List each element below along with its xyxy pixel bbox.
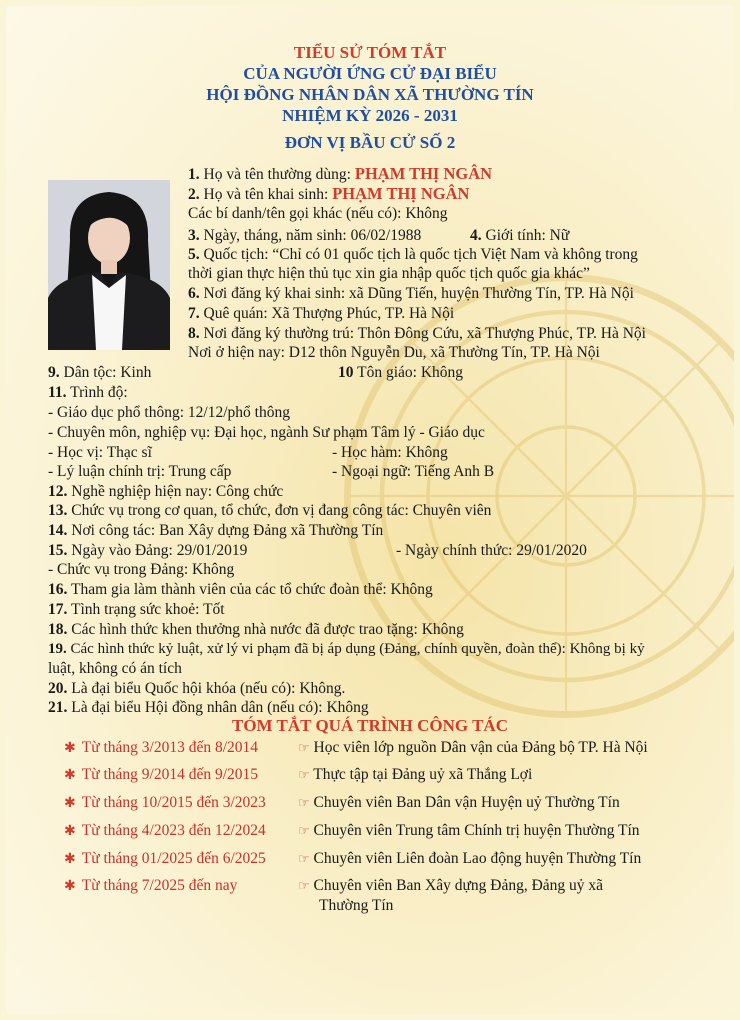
- career-description-cont: Thường Tín: [319, 897, 394, 914]
- career-description: ☞ Chuyên viên Liên đoàn Lao động huyện Thường Tín: [298, 850, 642, 867]
- career-section-title: TÓM TẮT QUÁ TRÌNH CÔNG TÁC: [232, 716, 508, 735]
- career-period: ✱ Từ tháng 7/2025 đến nay: [64, 877, 238, 894]
- pointing-hand-icon: ☞: [298, 740, 310, 755]
- pointing-hand-icon: ☞: [298, 823, 310, 838]
- field-birth-name: 2. Họ và tên khai sinh: PHẠM THỊ NGÂN: [188, 184, 470, 203]
- field-current-residence: Nơi ở hiện nay: D12 thôn Nguyễn Du, xã Thường Tín, TP. Hà Nội: [188, 344, 600, 361]
- field-aliases: Các bí danh/tên gọi khác (nếu có): Không: [188, 205, 448, 222]
- career-description: ☞ Chuyên viên Ban Xây dựng Đảng, Đảng uỷ xã: [298, 877, 604, 894]
- field-political-theory: - Lý luận chính trị: Trung cấp: [48, 463, 232, 480]
- field-degree: - Học vị: Thạc sĩ: [48, 444, 152, 461]
- field-academic-title: - Học hàm: Không: [332, 444, 448, 461]
- header-unit: ĐƠN VỊ BẦU CỬ SỐ 2: [284, 133, 456, 152]
- field-party-official-date: - Ngày chính thức: 29/01/2020: [396, 542, 587, 559]
- field-discipline: 19. Các hình thức kỷ luật, xử lý vi phạm đã bị áp dụng (Đảng, chính quyền, đoàn thể): Không bị kỷ: [48, 641, 645, 657]
- asterisk-icon: ✱: [64, 879, 76, 894]
- field-permanent-residence: 8. Nơi đăng ký thường trú: Thôn Đông Cứu, xã Thượng Phúc, TP. Hà Nội: [188, 325, 646, 342]
- asterisk-icon: ✱: [64, 741, 76, 756]
- pointing-hand-icon: ☞: [298, 795, 310, 810]
- header-subtitle-2: HỘI ĐỒNG NHÂN DÂN XÃ THƯỜNG TÍN: [206, 85, 534, 104]
- career-period: ✱ Từ tháng 9/2014 đến 9/2015: [64, 766, 259, 783]
- field-party-join-date: 15. Ngày vào Đảng: 29/01/2019: [48, 542, 248, 559]
- career-description: ☞ Học viên lớp nguồn Dân vận của Đảng bộ TP. Hà Nội: [298, 739, 648, 756]
- header-term: NHIỆM KỲ 2026 - 2031: [282, 106, 458, 125]
- header-subtitle-1: CỦA NGƯỜI ỨNG CỬ ĐẠI BIỂU: [243, 64, 497, 83]
- career-description: ☞ Chuyên viên Ban Dân vận Huyện uỷ Thường Tín: [298, 794, 620, 811]
- field-gender: 4. Giới tính: Nữ: [470, 227, 570, 244]
- field-religion: 10 Tôn giáo: Không: [338, 364, 464, 381]
- career-description: ☞ Chuyên viên Trung tâm Chính trị huyện Thường Tín: [298, 822, 640, 839]
- pointing-hand-icon: ☞: [298, 767, 310, 782]
- career-period: ✱ Từ tháng 10/2015 đến 3/2023: [64, 794, 266, 811]
- career-description: ☞ Thực tập tại Đảng uỷ xã Thắng Lợi: [298, 766, 533, 783]
- header-title: TIỂU SỬ TÓM TẮT: [293, 43, 447, 62]
- field-specialization: - Chuyên môn, nghiệp vụ: Đại học, ngành Sư phạm Tâm lý - Giáo dục: [48, 424, 485, 441]
- field-occupation: 12. Nghề nghiệp hiện nay: Công chức: [48, 483, 284, 500]
- document-header: [0, 42, 740, 153]
- field-health: 17. Tình trạng sức khoẻ: Tốt: [48, 601, 225, 618]
- birth-name-value: PHẠM THỊ NGÂN: [332, 184, 470, 203]
- field-national-assembly: 20. Là đại biểu Quốc hội khóa (nếu có): Không.: [48, 680, 346, 697]
- field-birth-registration: 6. Nơi đăng ký khai sinh: xã Dũng Tiến, huyện Thường Tín, TP. Hà Nội: [188, 285, 634, 302]
- asterisk-icon: ✱: [64, 852, 76, 867]
- field-qualification: 11. Trình độ:: [48, 384, 128, 401]
- pointing-hand-icon: ☞: [298, 851, 310, 866]
- field-general-education: - Giáo dục phổ thông: 12/12/phổ thông: [48, 404, 290, 421]
- common-name-value: PHẠM THỊ NGÂN: [354, 164, 493, 183]
- field-party-position: - Chức vụ trong Đảng: Không: [48, 561, 235, 578]
- field-nationality-cont: thời gian thực hiện thủ tục xin gia nhập quốc tịch quốc gia khác”: [188, 265, 590, 282]
- asterisk-icon: ✱: [64, 796, 76, 811]
- field-workplace: 14. Nơi công tác: Ban Xây dựng Đảng xã Thường Tín: [48, 522, 384, 539]
- asterisk-icon: ✱: [64, 824, 76, 839]
- field-organizations: 16. Tham gia làm thành viên của các tổ chức đoàn thể: Không: [48, 581, 433, 598]
- field-foreign-language: - Ngoại ngữ: Tiếng Anh B: [332, 463, 495, 480]
- pointing-hand-icon: ☞: [298, 878, 310, 893]
- field-discipline-cont: luật, không có án tích: [48, 660, 182, 677]
- field-hometown: 7. Quê quán: Xã Thượng Phúc, TP. Hà Nội: [188, 305, 455, 322]
- field-nationality: 5. Quốc tịch: “Chỉ có 01 quốc tịch là quốc tịch Việt Nam và không trong: [188, 246, 638, 263]
- field-awards: 18. Các hình thức khen thưởng nhà nước đã được trao tặng: Không: [48, 621, 464, 638]
- field-ethnicity: 9. Dân tộc: Kinh: [48, 364, 152, 381]
- field-peoples-council: 21. Là đại biểu Hội đồng nhân dân (nếu có): Không: [48, 699, 369, 716]
- field-dob: 3. Ngày, tháng, năm sinh: 06/02/1988: [188, 227, 422, 244]
- career-period: ✱ Từ tháng 01/2025 đến 6/2025: [64, 850, 266, 867]
- career-period: ✱ Từ tháng 4/2023 đến 12/2024: [64, 822, 266, 839]
- field-position: 13. Chức vụ trong cơ quan, tổ chức, đơn vị đang công tác: Chuyên viên: [48, 502, 492, 519]
- career-period: ✱ Từ tháng 3/2013 đến 8/2014: [64, 739, 259, 756]
- portrait-photo: [48, 180, 170, 350]
- asterisk-icon: ✱: [64, 768, 76, 783]
- field-common-name: 1. Họ và tên thường dùng: PHẠM THỊ NGÂN: [188, 164, 493, 183]
